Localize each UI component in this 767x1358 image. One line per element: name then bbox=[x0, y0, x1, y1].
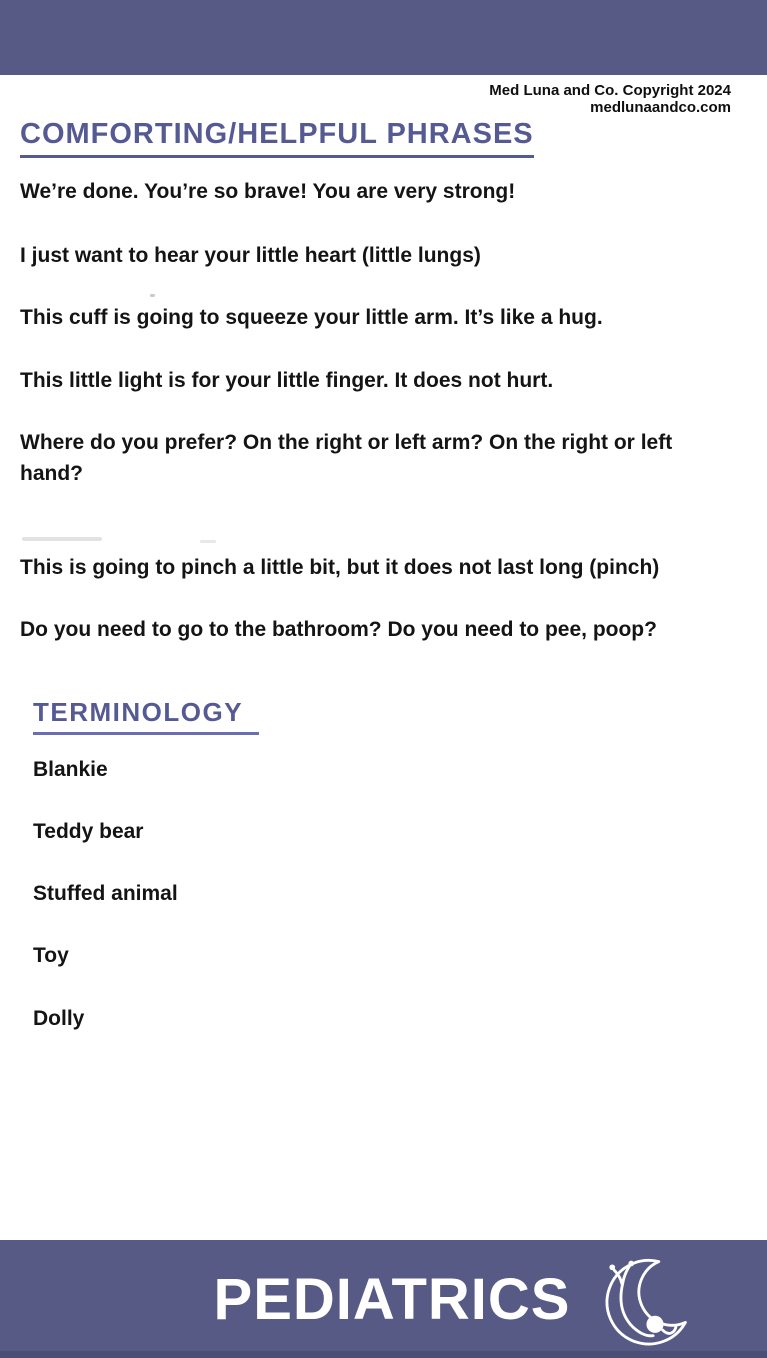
terminology-item: Teddy bear bbox=[33, 820, 144, 843]
footer-band bbox=[0, 1240, 767, 1358]
copyright-line: Med Luna and Co. Copyright 2024 bbox=[489, 82, 731, 99]
scan-artifact bbox=[150, 294, 155, 297]
brand-title: PEDIATRICS bbox=[213, 1266, 571, 1332]
footer-accent-strip bbox=[0, 1351, 767, 1358]
phrase-item: This little light is for your little finger. It does not hurt. bbox=[20, 369, 554, 392]
top-color-band bbox=[0, 0, 767, 75]
terminology-item: Toy bbox=[33, 944, 69, 967]
terminology-item: Blankie bbox=[33, 758, 108, 781]
copyright-block bbox=[489, 82, 731, 116]
terminology-item: Stuffed animal bbox=[33, 882, 178, 905]
phrases-section-title: COMFORTING/HELPFUL PHRASES bbox=[20, 118, 534, 158]
website-url: medlunaandco.com bbox=[590, 99, 731, 116]
phrase-item: Do you need to go to the bathroom? Do you need to pee, poop? bbox=[20, 618, 657, 641]
scan-artifact bbox=[200, 540, 216, 543]
terminology-item: Dolly bbox=[33, 1007, 85, 1030]
phrase-item: This cuff is going to squeeze your little arm. It’s like a hug. bbox=[20, 306, 603, 329]
scan-artifact bbox=[22, 537, 102, 541]
phrase-item: This is going to pinch a little bit, but it does not last long (pinch) bbox=[20, 556, 660, 579]
phrase-item: Where do you prefer? On the right or left arm? On the right or left hand? bbox=[20, 431, 673, 485]
phrase-item: I just want to hear your little heart (little lungs) bbox=[20, 244, 481, 267]
terminology-section-title: TERMINOLOGY bbox=[33, 697, 259, 735]
moon-stethoscope-icon bbox=[598, 1254, 693, 1349]
phrase-item: We’re done. You’re so brave! You are very strong! bbox=[20, 180, 516, 203]
